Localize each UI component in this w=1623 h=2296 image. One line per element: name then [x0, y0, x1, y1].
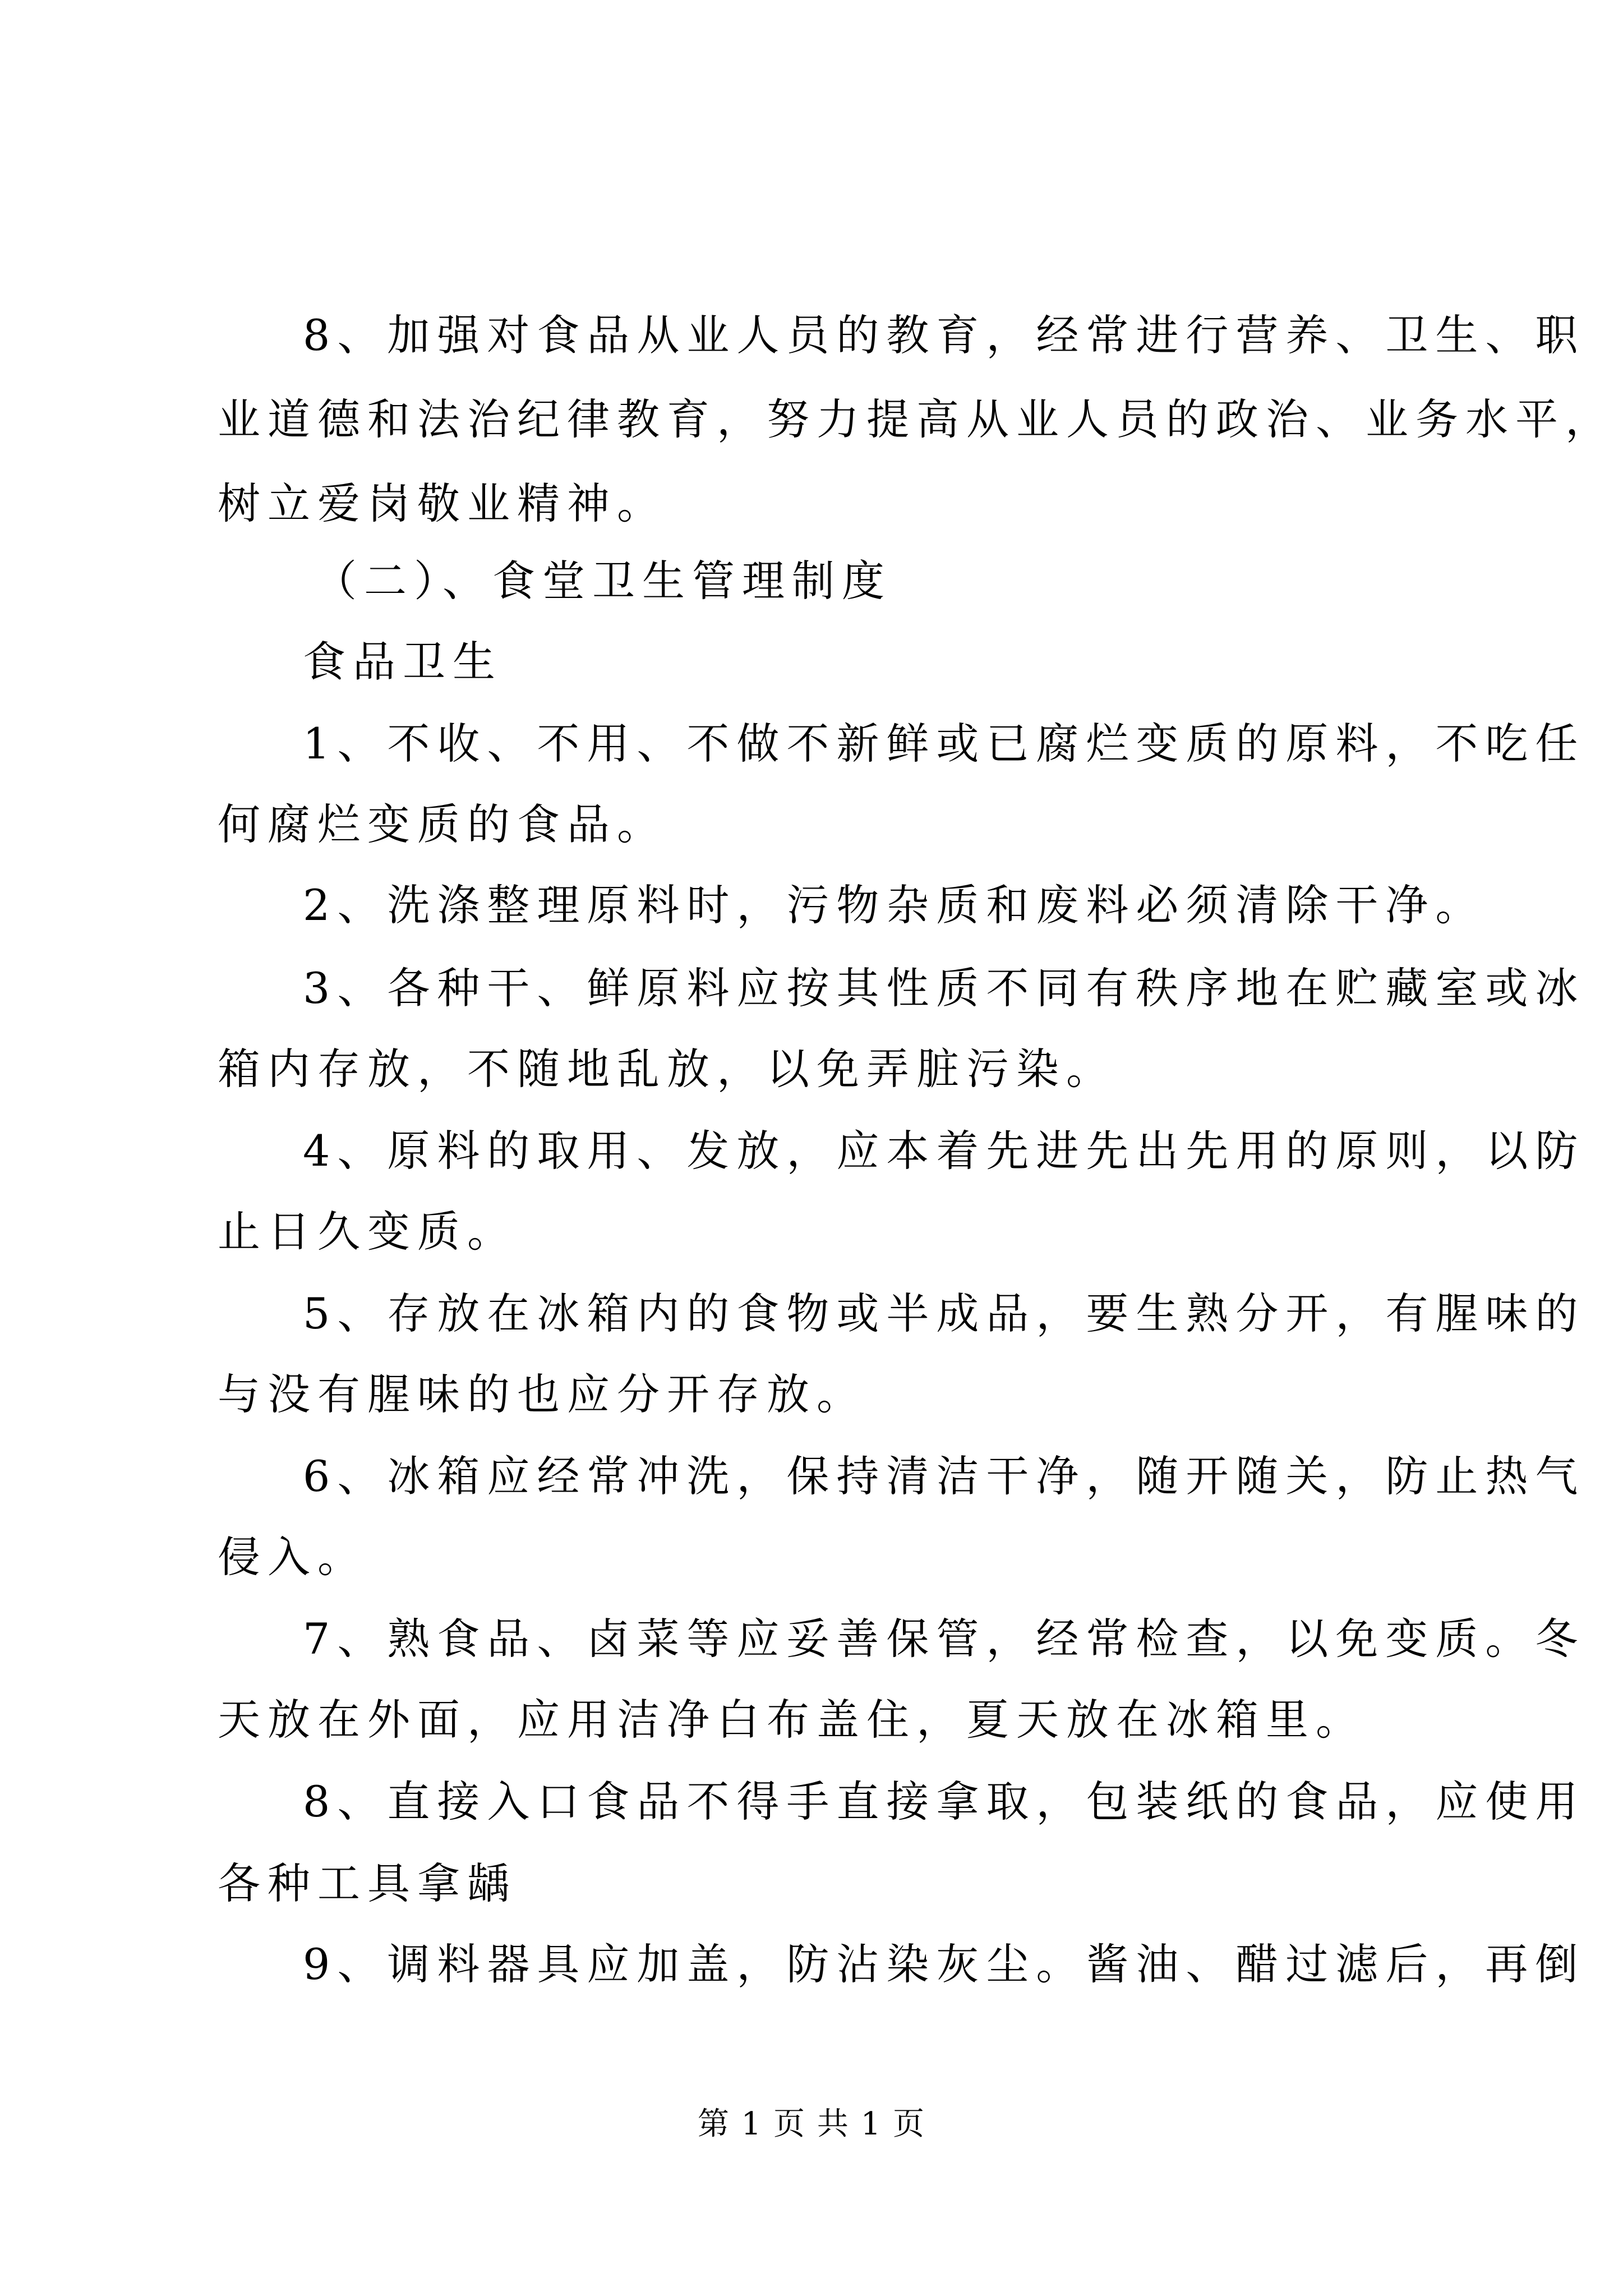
paragraph-line: 2、洗涤整理原料时，污物杂质和废料必须清除干净。	[303, 880, 1486, 930]
paragraph-line: 何腐烂变质的食品。	[218, 799, 667, 849]
page-footer: 第 1 页 共 1 页	[697, 2106, 926, 2142]
paragraph-line: 树立爱岗敬业精神。	[218, 478, 667, 528]
paragraph-line: 1、不收、不用、不做不新鲜或已腐烂变质的原料，不吃任	[303, 719, 1585, 769]
subsection-heading: 食品卫生	[303, 637, 502, 687]
paragraph-line: 7、熟食品、卤菜等应妥善保管，经常检查，以免变质。冬	[303, 1614, 1585, 1664]
paragraph-line: 业道德和法治纪律教育，努力提高从业人员的政治、业务水平，	[218, 394, 1615, 444]
paragraph-line: 8、加强对食品从业人员的教育，经常进行营养、卫生、职	[303, 310, 1585, 360]
paragraph-line: 止日久变质。	[218, 1207, 517, 1257]
paragraph-line: 6、冰箱应经常冲洗，保持清洁干净，随开随关，防止热气	[303, 1451, 1585, 1501]
paragraph-line: 3、各种干、鲜原料应按其性质不同有秩序地在贮藏室或冰	[303, 963, 1585, 1013]
paragraph-line: 箱内存放，不随地乱放，以免弄脏污染。	[218, 1044, 1116, 1094]
paragraph-line: 4、原料的取用、发放，应本着先进先出先用的原则，以防	[303, 1126, 1585, 1176]
paragraph-line: 天放在外面，应用洁净白布盖住，夏天放在冰箱里。	[218, 1695, 1366, 1745]
section-heading: （二）、食堂卫生管理制度	[314, 556, 892, 606]
paragraph-line: 与没有腥味的也应分开存放。	[218, 1369, 866, 1419]
paragraph-line: 5、存放在冰箱内的食物或半成品，要生熟分开，有腥味的	[303, 1289, 1585, 1338]
paragraph-line: 8、直接入口食品不得手直接拿取，包装纸的食品，应使用	[303, 1777, 1585, 1826]
paragraph-line: 各种工具拿龋	[218, 1858, 517, 1908]
paragraph-line: 9、调料器具应加盖，防沾染灰尘。酱油、醋过滤后，再倒	[303, 1939, 1585, 1989]
paragraph-line: 侵入。	[218, 1532, 367, 1582]
